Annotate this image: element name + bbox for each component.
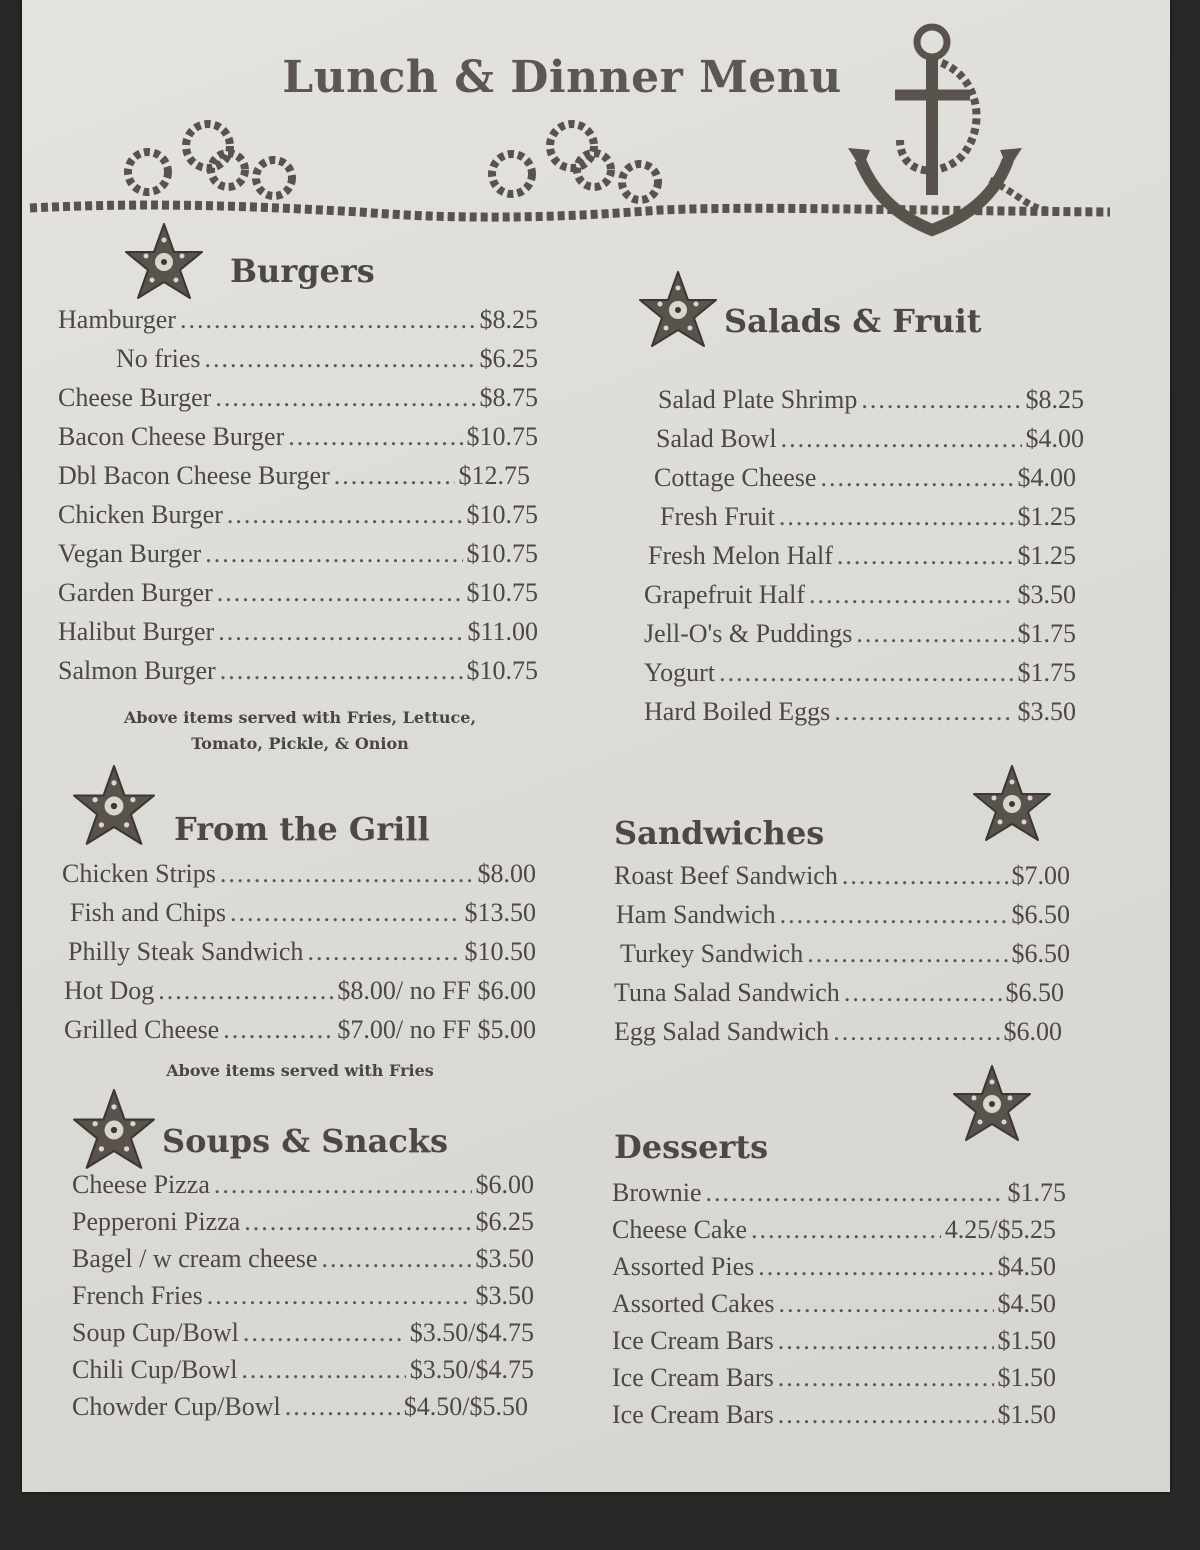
item-name: Garden Burger xyxy=(58,578,213,607)
item-price: $8.75 xyxy=(479,383,538,412)
item-price: $6.25 xyxy=(479,344,538,373)
item-name: Cheese Cake xyxy=(612,1215,748,1244)
item-price: $6.50 xyxy=(1005,978,1064,1007)
item-name: Roast Beef Sandwich xyxy=(614,861,838,890)
menu-item xyxy=(612,1248,1056,1285)
anchor-icon xyxy=(840,20,1070,240)
item-price: $3.50 xyxy=(475,1281,534,1310)
soups-heading: Soups & Snacks xyxy=(162,1122,449,1160)
menu-item xyxy=(644,419,1084,458)
item-name: Halibut Burger xyxy=(58,617,215,646)
item-name: Bacon Cheese Burger xyxy=(58,422,285,451)
menu-item xyxy=(612,1359,1056,1396)
item-name: Hot Dog xyxy=(64,976,155,1005)
item-name: Hamburger xyxy=(58,305,176,334)
menu-item xyxy=(62,1010,536,1049)
item-price: $8.25 xyxy=(1025,385,1084,414)
menu-item xyxy=(612,1396,1056,1433)
item-price: $6.50 xyxy=(1011,900,1070,929)
item-price: $1.75 xyxy=(1007,1178,1066,1207)
item-price: $11.00 xyxy=(467,617,538,646)
item-name: Grilled Cheese xyxy=(64,1015,220,1044)
item-name: Fresh Melon Half xyxy=(648,541,833,570)
item-price: $7.00/ no FF $5.00 xyxy=(337,1015,536,1044)
item-name: Fresh Fruit xyxy=(660,502,775,531)
item-name: Chicken Strips xyxy=(62,859,216,888)
menu-item xyxy=(614,895,1070,934)
item-price: $10.75 xyxy=(466,422,538,451)
item-name: Bagel / w cream cheese xyxy=(72,1244,318,1273)
menu-item xyxy=(614,934,1070,973)
menu-item xyxy=(612,1174,1066,1211)
menu-item xyxy=(58,573,538,612)
grill-note: Above items served with Fries xyxy=(166,1061,434,1080)
menu-item xyxy=(644,536,1076,575)
menu-item xyxy=(614,856,1070,895)
menu-item xyxy=(614,1012,1062,1051)
menu-item xyxy=(58,495,538,534)
item-name: Cheese Pizza xyxy=(72,1170,210,1199)
menu-item xyxy=(612,1211,1056,1248)
menu-item xyxy=(72,1240,534,1277)
item-price: $3.50/$4.75 xyxy=(409,1355,534,1384)
menu-item xyxy=(614,973,1064,1012)
menu-item xyxy=(612,1322,1056,1359)
item-price: $12.75 xyxy=(458,461,530,490)
item-name: Fish and Chips xyxy=(70,898,227,927)
salads-heading: Salads & Fruit xyxy=(724,302,982,340)
item-price: $6.00 xyxy=(1003,1017,1062,1046)
menu-item xyxy=(72,1166,534,1203)
item-name: Philly Steak Sandwich xyxy=(68,937,304,966)
item-price: $1.50 xyxy=(997,1363,1056,1392)
item-name: Ice Cream Bars xyxy=(612,1326,774,1355)
sandwiches-list xyxy=(614,856,1070,1051)
starfish-icon xyxy=(72,1088,156,1172)
item-name: Cheese Burger xyxy=(58,383,212,412)
item-name: Soup Cup/Bowl xyxy=(72,1318,239,1347)
item-price: $1.75 xyxy=(1017,619,1076,648)
burgers-list xyxy=(58,300,538,690)
item-name: Chicken Burger xyxy=(58,500,223,529)
menu-item xyxy=(644,575,1076,614)
menu-item xyxy=(58,417,538,456)
item-price: $10.75 xyxy=(466,656,538,685)
item-price: $3.50 xyxy=(475,1244,534,1273)
menu-item xyxy=(58,339,538,378)
item-price: $13.50 xyxy=(464,898,536,927)
item-name: Chowder Cup/Bowl xyxy=(72,1392,281,1421)
item-name: No fries xyxy=(116,344,201,373)
sandwiches-heading: Sandwiches xyxy=(614,814,825,852)
item-name: Yogurt xyxy=(644,658,716,687)
menu-item xyxy=(58,300,538,339)
grill-list xyxy=(62,854,536,1049)
item-price: $1.25 xyxy=(1017,541,1076,570)
item-name: Tuna Salad Sandwich xyxy=(614,978,840,1007)
item-price: $10.50 xyxy=(464,937,536,966)
item-price: $8.25 xyxy=(479,305,538,334)
desserts-heading: Desserts xyxy=(614,1128,769,1166)
menu-item xyxy=(72,1277,534,1314)
soups-list xyxy=(72,1166,534,1425)
menu-item xyxy=(62,932,536,971)
menu-item xyxy=(58,612,538,651)
item-name: Salmon Burger xyxy=(58,656,216,685)
item-price: $4.50 xyxy=(997,1252,1056,1281)
item-price: $3.50 xyxy=(1017,697,1076,726)
item-name: Ice Cream Bars xyxy=(612,1363,774,1392)
menu-item xyxy=(644,458,1076,497)
menu-item xyxy=(58,378,538,417)
item-price: $1.50 xyxy=(997,1400,1056,1429)
item-name: Pepperoni Pizza xyxy=(72,1207,241,1236)
item-price: $7.00 xyxy=(1011,861,1070,890)
item-price: $8.00 xyxy=(477,859,536,888)
item-name: Turkey Sandwich xyxy=(620,939,804,968)
menu-item xyxy=(58,534,538,573)
starfish-icon xyxy=(972,764,1052,844)
salads-list xyxy=(644,380,1084,731)
menu-item xyxy=(644,497,1076,536)
starfish-icon xyxy=(952,1064,1032,1144)
starfish-icon xyxy=(72,764,156,848)
item-name: Hard Boiled Eggs xyxy=(644,697,831,726)
grill-heading: From the Grill xyxy=(174,810,430,848)
item-price: $4.50/$5.50 xyxy=(403,1392,528,1421)
item-price: $10.75 xyxy=(466,578,538,607)
menu-item xyxy=(612,1285,1056,1322)
item-price: $4.00 xyxy=(1025,424,1084,453)
desserts-list xyxy=(612,1174,1066,1433)
item-price: $4.00 xyxy=(1017,463,1076,492)
item-price: $3.50 xyxy=(1017,580,1076,609)
item-price: $1.75 xyxy=(1017,658,1076,687)
menu-item xyxy=(644,380,1084,419)
item-name: Chili Cup/Bowl xyxy=(72,1355,238,1384)
item-name: Ham Sandwich xyxy=(616,900,776,929)
item-price: $1.25 xyxy=(1017,502,1076,531)
starfish-icon xyxy=(638,270,718,350)
burgers-note xyxy=(80,705,520,757)
item-name: Salad Plate Shrimp xyxy=(658,385,858,414)
menu-item xyxy=(72,1351,534,1388)
starfish-icon xyxy=(124,222,204,302)
item-name: Vegan Burger xyxy=(58,539,202,568)
item-price: $10.75 xyxy=(466,539,538,568)
item-name: Salad Bowl xyxy=(656,424,777,453)
item-name: Dbl Bacon Cheese Burger xyxy=(58,461,330,490)
item-name: Grapefruit Half xyxy=(644,580,805,609)
item-price: $6.50 xyxy=(1011,939,1070,968)
menu-item xyxy=(62,854,536,893)
item-name: Assorted Pies xyxy=(612,1252,755,1281)
menu-title: Lunch & Dinner Menu xyxy=(282,52,842,103)
menu-item xyxy=(72,1388,528,1425)
burgers-heading: Burgers xyxy=(230,252,375,290)
menu-item xyxy=(644,692,1076,731)
item-name: Cottage Cheese xyxy=(654,463,817,492)
menu-item xyxy=(62,893,536,932)
menu-item xyxy=(58,651,538,690)
item-price: $6.00 xyxy=(475,1170,534,1199)
item-name: Jell-O's & Puddings xyxy=(644,619,853,648)
item-name: French Fries xyxy=(72,1281,203,1310)
item-name: Ice Cream Bars xyxy=(612,1400,774,1429)
item-price: $6.25 xyxy=(475,1207,534,1236)
item-price: $4.50 xyxy=(997,1289,1056,1318)
item-price: $8.00/ no FF $6.00 xyxy=(337,976,536,1005)
item-name: Assorted Cakes xyxy=(612,1289,775,1318)
item-price: $1.50 xyxy=(997,1326,1056,1355)
menu-item xyxy=(644,614,1076,653)
item-price: $10.75 xyxy=(466,500,538,529)
item-price: 4.25/$5.25 xyxy=(944,1215,1056,1244)
item-name: Brownie xyxy=(612,1178,702,1207)
note-line: Above items served with Fries, Lettuce, xyxy=(123,708,477,727)
menu-item xyxy=(58,456,530,495)
menu-item xyxy=(72,1314,534,1351)
item-price: $3.50/$4.75 xyxy=(409,1318,534,1347)
menu-item xyxy=(62,971,536,1010)
menu-item xyxy=(644,653,1076,692)
menu-item xyxy=(72,1203,534,1240)
note-line: Tomato, Pickle, & Onion xyxy=(191,734,409,753)
item-name: Egg Salad Sandwich xyxy=(614,1017,830,1046)
